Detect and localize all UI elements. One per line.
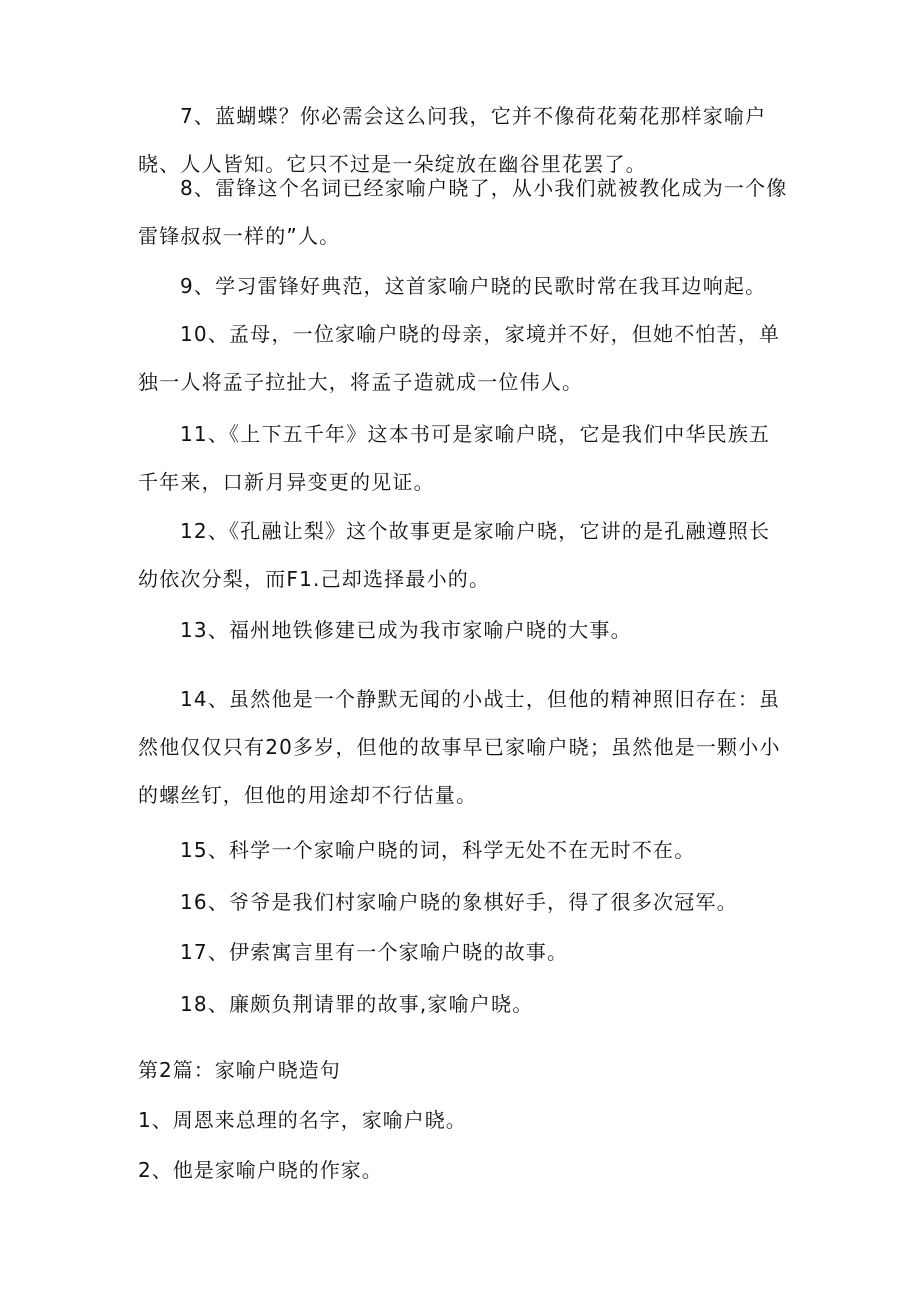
sentence-17: 17、伊索寓言里有一个家喻户晓的故事。: [180, 940, 569, 964]
sentence-12: 12、《孔融让梨》这个故事更是家喻户晓，它讲的是孔融遵照长幼依次分梨，而F1.己却选择最小的。: [138, 519, 771, 591]
sentence-8: 8、雷锋这个名词已经家喻户晓了，从小我们就被教化成为一个像雷锋叔叔一样的”人。: [138, 176, 788, 248]
sentence-7: 7、蓝蝴蝶？你必需会这么问我，它并不像荷花菊花那样家喻户晓、人人皆知。它只不过是一朵绽放在幽谷里花罢了。: [138, 104, 767, 176]
sentence-9: 9、学习雷锋好典范，这首家喻户晓的民歌时常在我耳边响起。: [180, 274, 767, 298]
sentence-18: 18、廉颇负荆请罪的故事,家喻户晓。: [180, 992, 534, 1016]
sentence-11: 11、《上下五千年》这本书可是家喻户晓，它是我们中华民族五千年来，口新月异变更的见证。: [138, 422, 771, 494]
sentence-13: 13、福州地铁修建已成为我市家喻户晓的大事。: [180, 618, 632, 642]
section-item-2: 2、他是家喻户晓的作家。: [138, 1158, 383, 1182]
section-heading: 第2篇：家喻户晓造句: [138, 1058, 341, 1082]
sentence-15: 15、科学一个家喻户晓的词，科学无处不在无时不在。: [180, 838, 696, 862]
sentence-14: 14、虽然他是一个静默无闻的小战士，但他的精神照旧存在：虽然他仅仅只有20多岁，但他的故事早已家喻户晓；虽然他是一颗小小的螺丝钉，但他的用途却不行估量。: [138, 687, 781, 807]
sentence-10: 10、孟母，一位家喻户晓的母亲，家境并不好，但她不怕苦，单独一人将孟子拉扯大，将孟子造就成一位伟人。: [138, 322, 781, 394]
section-item-1: 1、周恩来总理的名字，家喻户晓。: [138, 1108, 467, 1132]
sentence-16: 16、爷爷是我们村家喻户晓的象棋好手，得了很多次冠军。: [180, 890, 738, 914]
